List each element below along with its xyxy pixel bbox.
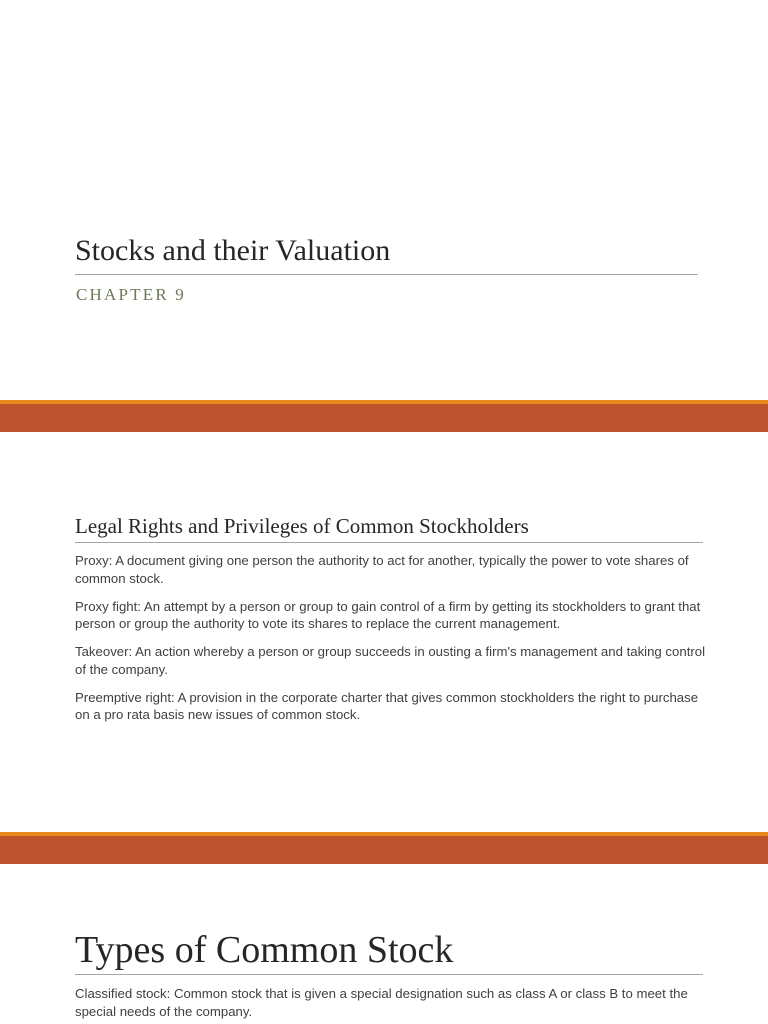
- slide-divider: [0, 832, 768, 864]
- slide-heading: Types of Common Stock: [75, 929, 454, 971]
- slide-divider: [0, 400, 768, 432]
- definition-proxy: Proxy: A document giving one person the authority to act for another, typically the power to vote shares of common stock.: [75, 553, 689, 586]
- definition-proxy-fight: Proxy fight: An attempt by a person or group to gain control of a firm by getting its stockholders to grant that person or group the authority to vote its shares to replace the current management.: [75, 598, 701, 631]
- heading-underline: [75, 974, 703, 975]
- definition-takeover: Takeover: An action whereby a person or group succeeds in ousting a firm's management and taking control of the company.: [75, 644, 706, 677]
- slide-heading: Legal Rights and Privileges of Common Stockholders: [75, 514, 529, 538]
- slide-title: [0, 0, 768, 400]
- slide-title-heading: Stocks and their Valuation: [75, 234, 391, 267]
- definition-list: [75, 552, 705, 734]
- slide-subtitle: CHAPTER 9: [76, 285, 187, 304]
- divider-accent-stripe: [0, 832, 768, 836]
- definition-preemptive-right: Preemptive right: A provision in the corporate charter that gives common stockholders the right to purchase on a pro rata basis new issues of common stock.: [75, 689, 699, 722]
- definition-classified-stock: Classified stock: Common stock that is given a special designation such as class A or class B to meet the special needs of the company.: [75, 986, 688, 1019]
- heading-underline: [75, 542, 703, 543]
- slide-legal-rights: [0, 432, 768, 832]
- divider-accent-stripe: [0, 400, 768, 404]
- slide-types-of-common-stock: [0, 864, 768, 1024]
- title-underline: [75, 274, 698, 275]
